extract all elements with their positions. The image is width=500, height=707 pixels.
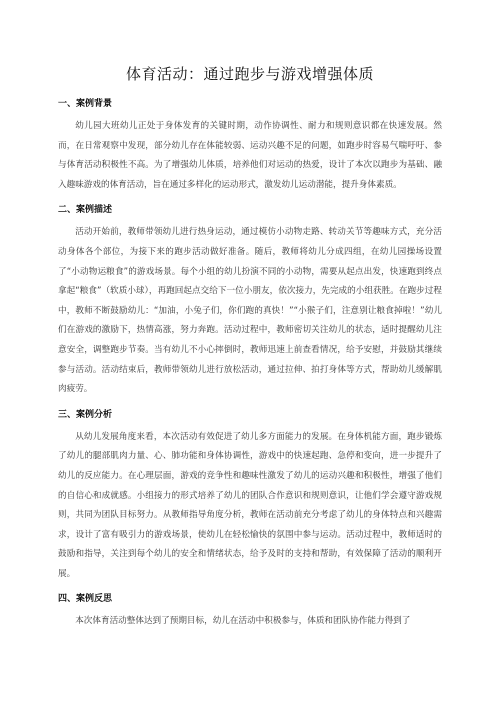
- section-paragraph: 活动开始前，教师带领幼儿进行热身运动，通过模仿小动物走路、转动关节等趣味方式，充分活动身体各个部位，为接下来的跑步活动做好准备。随后，教师将幼儿分成四组，在幼儿园操场设置了“小动物运粮食”的游戏场景。每个小组的幼儿扮演不同的小动物，需要从起点出发，快速跑到终点拿起“粮食”（软质小球），再跑回起点交给下一位小朋友，依次接力，先完成的小组获胜。在跑步过程中，教师不断鼓励幼儿：“加油，小兔子们，你们跑的真快！”“小猴子们，注意别让粮食掉啦！”幼儿们在游戏的激励下，热情高涨，努力奔跑。活动过程中，教师密切关注幼儿的状态，适时提醒幼儿注意安全，调整跑步节奏。当有幼儿不小心摔倒时，教师迅速上前查看情况，给予安慰，并鼓励其继续参与活动。活动结束后，教师带领幼儿进行放松活动，通过拉伸、拍打身体等方式，帮助幼儿缓解肌肉疲劳。: [58, 227, 442, 395]
- section-analysis: [58, 404, 442, 585]
- section-heading: 三、案例分析: [58, 409, 113, 420]
- section-reflection: [58, 588, 442, 632]
- section-paragraph: 幼儿园大班幼儿正处于身体发育的关键时期，动作协调性、耐力和规则意识都在快速发展。然而，在日常观察中发现，部分幼儿存在体能较弱、运动兴趣不足的问题，如跑步时容易气喘吁吁、参与体育活动积极性不高。为了增强幼儿体质，培养他们对运动的热爱，设计了本次以跑步为基础、融入趣味游戏的体育活动，旨在通过多样化的运动形式，激发幼儿运动潜能，提升身体素质。: [58, 121, 442, 190]
- document-title: 体育活动：通过跑步与游戏增强体质: [125, 65, 374, 83]
- section-paragraph: 本次体育活动整体达到了预期目标，幼儿在活动中积极参与，体质和团队协作能力得到了: [75, 616, 411, 627]
- section-heading: 二、案例描述: [58, 205, 113, 216]
- section-background: [58, 93, 442, 195]
- section-heading: 一、案例背景: [58, 99, 113, 109]
- section-paragraph: 从幼儿发展角度来看，本次活动有效促进了幼儿多方面能力的发展。在身体机能方面，跑步锻炼了幼儿的腿部肌肉力量、心、肺功能和身体协调性，游戏中的快速起跑、急停和变向，进一步提升了幼儿的反应能力。在心理层面，游戏的竞争性和趣味性激发了幼儿的运动兴趣和积极性，增强了他们的自信心和成就感。小组接力的形式培养了幼儿的团队合作意识和规则意识，让他们学会遵守游戏规则，共同为团队目标努力。从教师指导角度分析，教师在活动前充分考虑了幼儿的身体特点和兴趣需求，设计了富有吸引力的游戏场景，使幼儿在轻松愉快的氛围中参与运动。活动过程中，教师适时的鼓励和指导，关注到每个幼儿的安全和情绪状态，给予及时的支持和帮助，有效保障了活动的顺利开展。: [58, 431, 442, 579]
- section-description: [58, 199, 442, 399]
- section-heading: 四、案例反思: [58, 594, 113, 605]
